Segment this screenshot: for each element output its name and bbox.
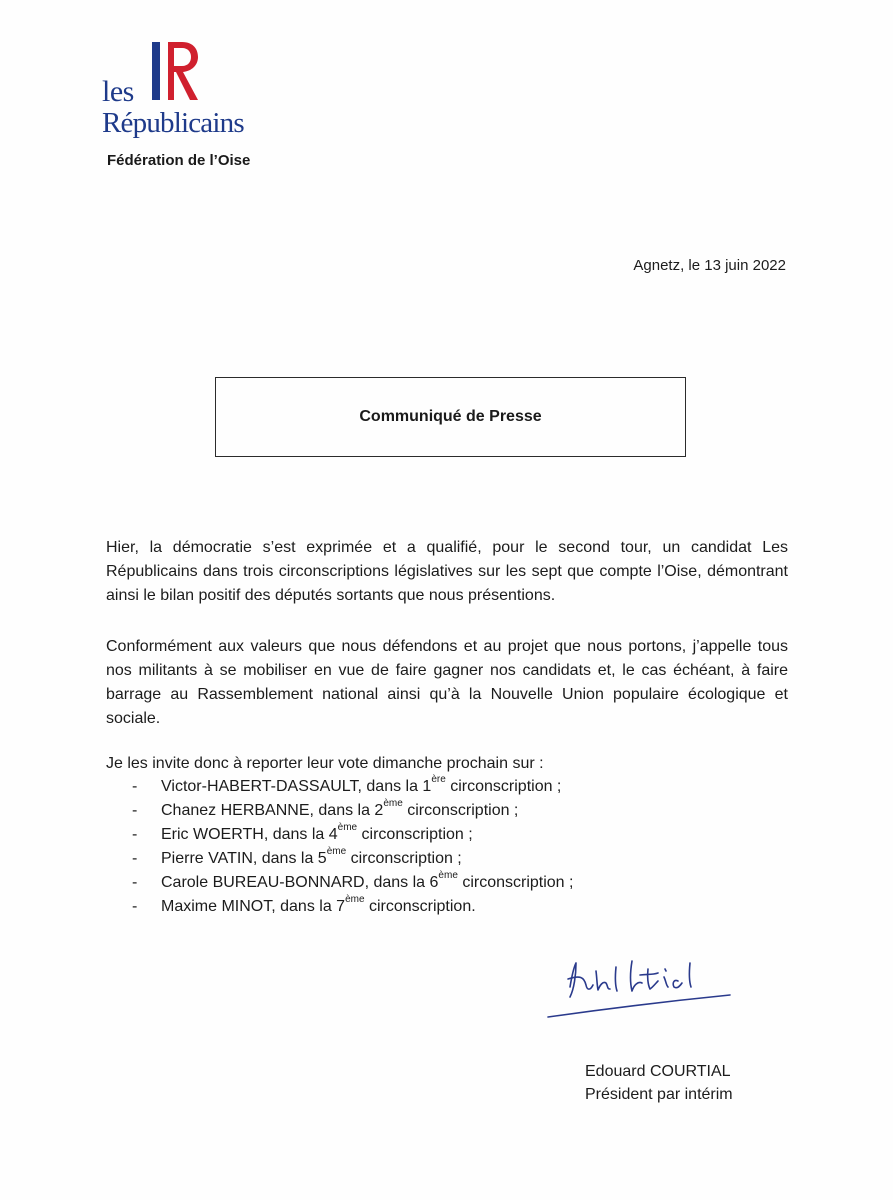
handwritten-signature: [540, 945, 740, 1030]
list-item: [106, 847, 706, 871]
ordinal-suffix: ème: [326, 845, 347, 857]
candidate-list: [106, 775, 706, 919]
press-release-title: Communiqué de Presse: [359, 408, 542, 425]
list-item: [106, 775, 706, 799]
list-bullet: -: [132, 826, 138, 843]
paragraph-1: Hier, la démocratie s’est exprimée et a qualifié, pour le second tour, un candidat Les Républicains dans trois circonscriptions législatives sur les sept que compte l’Oise, démontrant ainsi le bilan positif des députés sortants que nous présentions.: [106, 539, 788, 604]
signatory-name: Edouard COURTIAL: [585, 1063, 731, 1080]
candidate-text-end: circonscription ;: [445, 778, 562, 795]
candidate-text-end: circonscription ;: [346, 850, 462, 867]
ordinal-suffix: ème: [345, 893, 365, 905]
list-bullet: -: [132, 898, 138, 915]
list-intro: Je les invite donc à reporter leur vote dimanche prochain sur :: [106, 755, 544, 772]
candidate-text: Chanez HERBANNE, dans la 2: [161, 802, 384, 819]
candidate-text-end: circonscription ;: [457, 874, 574, 891]
date-place-line: Agnetz, le 13 juin 2022: [633, 257, 786, 274]
candidate-text: Eric WOERTH, dans la 4: [161, 826, 338, 843]
logo-text-republicains: Républicains: [102, 107, 244, 139]
candidate-text: Carole BUREAU-BONNARD, dans la 6: [161, 874, 439, 891]
list-bullet: -: [132, 874, 138, 891]
list-item: [106, 895, 706, 919]
les-republicains-logo: [100, 40, 270, 140]
list-bullet: -: [132, 778, 138, 795]
logo-text-les: les: [102, 75, 134, 108]
list-item: [106, 823, 706, 847]
candidate-text: Victor-HABERT-DASSAULT, dans la 1: [161, 778, 432, 795]
candidate-text-end: circonscription ;: [357, 826, 473, 843]
lr-monogram-icon: [148, 40, 204, 102]
list-item: [106, 799, 706, 823]
press-release-title-box: [215, 377, 686, 457]
list-bullet: -: [132, 850, 138, 867]
candidate-text-end: circonscription ;: [402, 802, 519, 819]
ordinal-suffix: ère: [431, 773, 446, 785]
ordinal-suffix: ème: [383, 797, 403, 809]
ordinal-suffix: ème: [438, 869, 458, 881]
candidate-text: Pierre VATIN, dans la 5: [161, 850, 327, 867]
federation-name: Fédération de l’Oise: [107, 152, 251, 169]
list-bullet: -: [132, 802, 138, 819]
candidate-text-end: circonscription.: [364, 898, 476, 915]
candidate-text: Maxime MINOT, dans la 7: [161, 898, 346, 915]
signatory-title: Président par intérim: [585, 1086, 733, 1103]
ordinal-suffix: ème: [337, 821, 358, 833]
paragraph-2: Conformément aux valeurs que nous défendons et au projet que nous portons, j’appelle tous nos militants à se mobiliser en vue de faire gagner nos candidats et, le cas échéant, à faire barrage au Rassemblement national ainsi qu’à la Nouvelle Union populaire écologique et sociale.: [106, 638, 788, 727]
list-item: [106, 871, 706, 895]
